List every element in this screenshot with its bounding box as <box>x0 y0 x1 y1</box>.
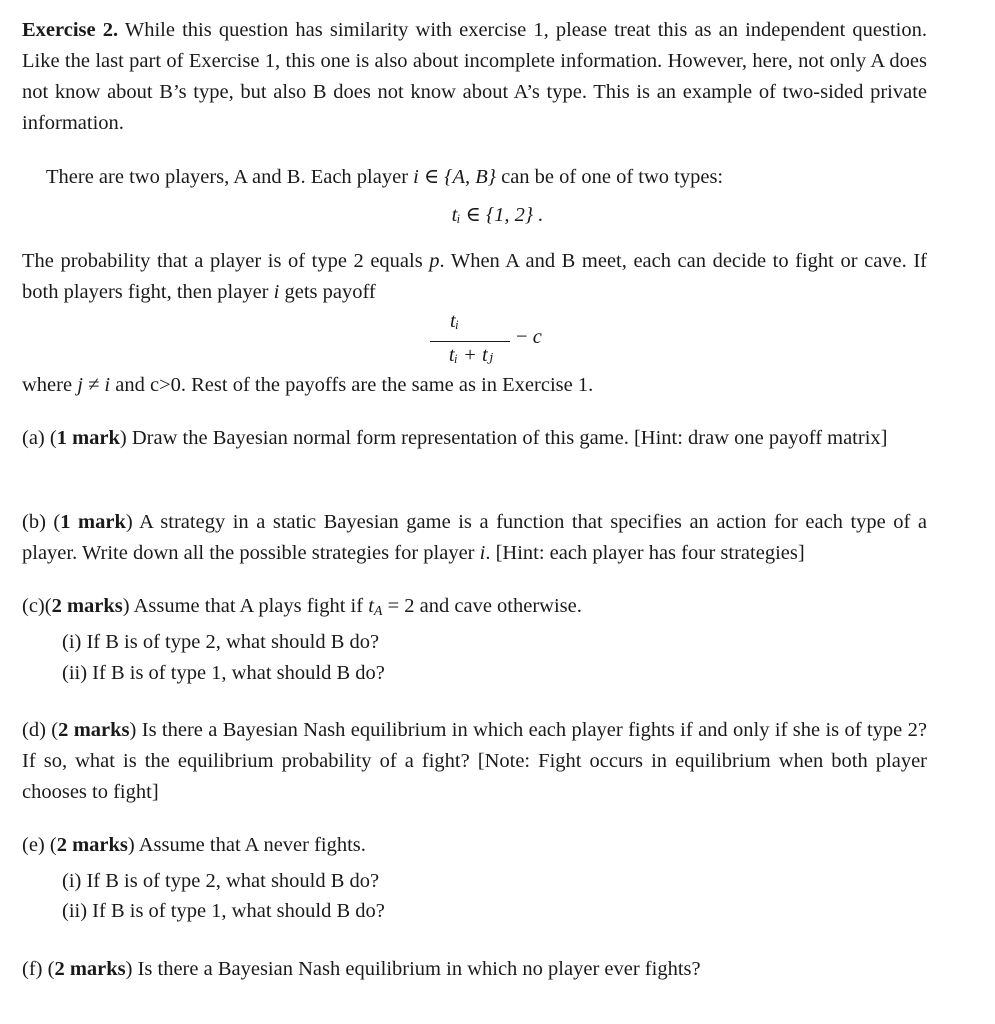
players-set: ∈ {A, B} <box>418 166 496 188</box>
question-e: (e) (2 marks) Assume that A never fights. <box>22 834 366 856</box>
intro-paragraph <box>22 15 927 139</box>
question-c: (c)(2 marks) Assume that A plays fight if $t_A = 2$ and cave otherwise. <box>22 595 582 619</box>
marks-f: 2 marks <box>54 958 126 980</box>
where-text-end: and c>0. Rest of the payoffs are the same as in Exercise 1. <box>110 374 594 396</box>
question-b: (b) (1 mark) A strategy in a static Bayesian game is a function that specifies an action for each type of a player. Write down all the possible strategies for player i. [Hint: each player has four strategies] <box>22 511 927 564</box>
players-sentence <box>46 162 951 193</box>
payoff-numerator: tᵢ <box>450 310 459 332</box>
marks-c: 2 marks <box>51 595 123 617</box>
where-condition: j ≠ i <box>77 374 111 396</box>
exercise-heading: Exercise 2. <box>22 19 119 41</box>
prob-text: The probability that a player is of type 2 equals <box>22 250 430 272</box>
prob-text-end: gets payoff <box>279 281 376 303</box>
payoff-cost: − c <box>516 326 542 348</box>
question-f: (f) (2 marks) Is there a Bayesian Nash equilibrium in which no player ever fights? <box>22 958 701 980</box>
marks-e: 2 marks <box>56 834 128 856</box>
marks-b: 1 mark <box>60 511 126 533</box>
marks-d: 2 marks <box>58 719 130 741</box>
where-text: where <box>22 374 78 396</box>
players-text-end: can be of one of two types: <box>495 166 724 188</box>
player-variable: i <box>273 281 280 303</box>
question-c-i: (i) If B is of type 2, what should B do? <box>62 631 380 653</box>
question-d: (d) (2 marks) Is there a Bayesian Nash equilibrium in which each player fights if and only if she is of type 2? If so, what is the equilibrium probability of a fight? [Note: Fight occurs in equilibrium when both player chooses to fight] <box>22 719 927 803</box>
question-a: (a) (1 mark) Draw the Bayesian normal form representation of this game. [Hint: draw one payoff matrix] <box>22 427 888 449</box>
players-variable: i <box>413 166 419 188</box>
types-formula: tᵢ ∈ {1, 2} . <box>451 204 544 226</box>
where-sentence <box>22 370 927 401</box>
question-e-i: (i) If B is of type 2, what should B do? <box>62 870 380 892</box>
question-e-ii: (ii) If B is of type 1, what should B do? <box>62 900 385 922</box>
payoff-formula <box>426 310 556 370</box>
question-c-ii: (ii) If B is of type 1, what should B do? <box>62 662 385 684</box>
intro-text: While this question has similarity with exercise 1, please treat this as an independent question. Like the last part of Exercise 1, this one is also about incomplete information. However, here, not only A does not know about B’s type, but also B does not know about A’s type. This is an example of two-sided private information. <box>22 19 927 134</box>
players-text: There are two players, A and B. Each player <box>46 166 414 188</box>
prob-text-mid: . When A and B meet, each can decide to fight or cave. If both players fight, then player <box>22 250 927 303</box>
probability-paragraph <box>22 246 927 308</box>
marks-a: 1 mark <box>56 427 120 449</box>
payoff-denominator: tᵢ + tⱼ <box>448 344 494 366</box>
prob-variable: p <box>429 250 440 272</box>
